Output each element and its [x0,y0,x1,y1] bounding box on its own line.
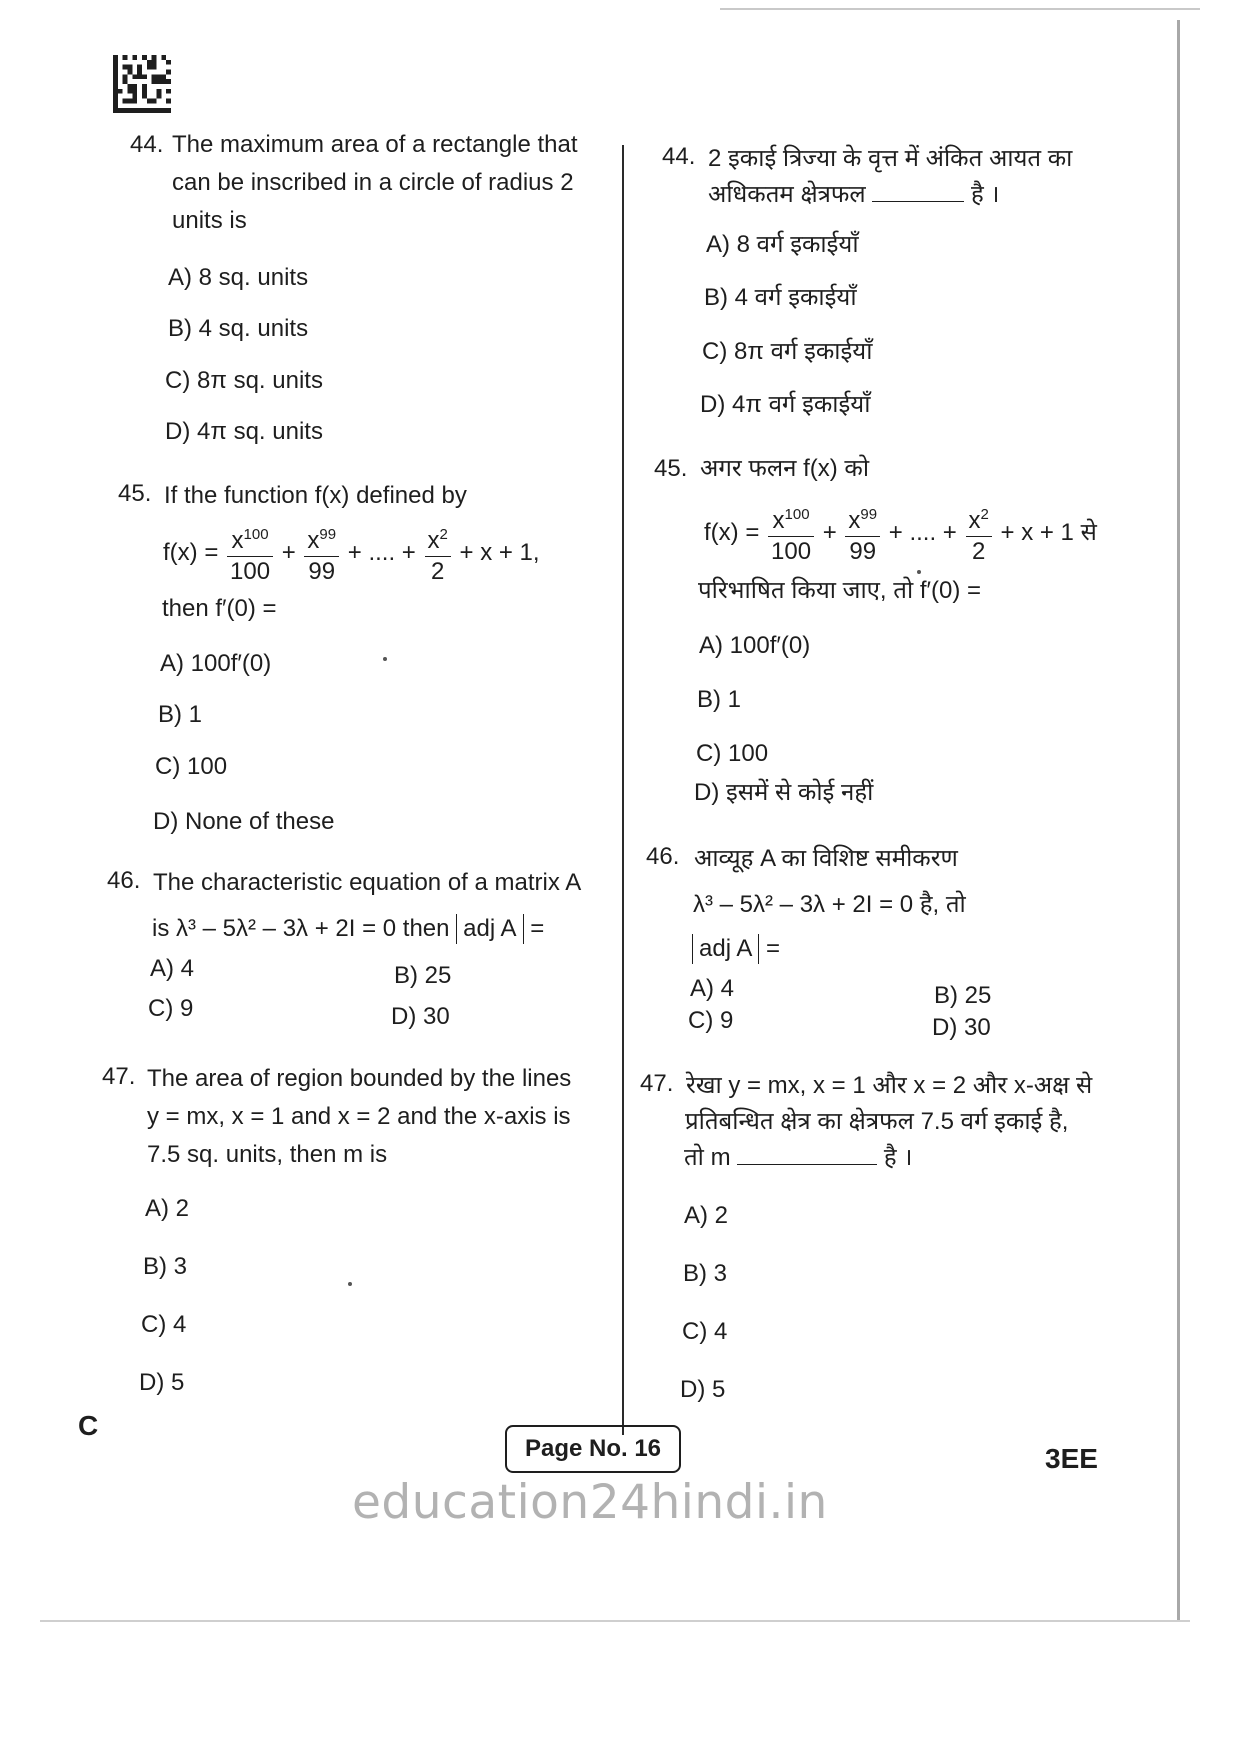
qr-code-icon [113,55,171,113]
option-b[interactable]: B) 4 वर्ग इकाईयाँ [704,284,857,311]
option-d[interactable]: D) 30 [932,1014,991,1041]
fraction-term: $\frac{x^{100}}{100}$ [227,520,273,587]
question-number: 44. [662,143,696,170]
fraction-term: $\frac{x^2}{2}$ [966,500,992,567]
watermark: education24hindi.in [352,1475,828,1530]
option-b[interactable]: B) 1 [697,686,742,713]
question-tail: then f′(0) = [162,595,277,622]
option-d[interactable]: D) 4π sq. units [165,418,323,445]
fraction-term: $\frac{x^{100}}{100}$ [768,500,814,567]
question-text: If the function f(x) defined by [164,482,467,509]
question-text-line2: अधिकतम क्षेत्रफल है । [708,181,1000,208]
scan-speck [348,1282,352,1286]
option-a[interactable]: A) 100f′(0) [160,650,272,677]
page-number-box: Page No. 16 [505,1425,681,1473]
option-c[interactable]: C) 100 [696,740,769,767]
scan-edge-top [720,8,1200,10]
formula-dots: + .... + [347,538,416,566]
column-divider [622,145,624,1435]
question-text: रेखा y = mx, x = 1 और x = 2 और x-अक्ष से [686,1072,1093,1099]
option-c[interactable]: C) 4 [141,1311,187,1338]
question-text: 2 इकाई त्रिज्या के वृत्त में अंकित आयत का [708,145,1073,172]
fraction-term: $\frac{x^{99}}{99}$ [304,520,339,587]
question-text-line2: प्रतिबन्धित क्षेत्र का क्षेत्रफल 7.5 वर्ग इकाई है, [685,1108,1069,1135]
option-a[interactable]: A) 4 [150,955,195,982]
formula-lhs: f(x) = [704,518,760,546]
question-text: अगर फलन f(x) को [700,455,870,482]
fraction-term: $\frac{x^2}{2}$ [425,520,451,587]
option-b[interactable]: B) 3 [143,1253,188,1280]
question-text-line3: तो m है । [684,1144,913,1171]
scan-edge-right [1177,20,1180,1620]
option-b[interactable]: B) 3 [683,1260,728,1287]
question-number: 45. [118,480,152,507]
footer-series-letter: C [78,1410,99,1441]
answer-blank [737,1142,877,1165]
answer-blank [872,179,964,202]
scan-edge-bottom [40,1620,1190,1622]
function-formula: f(x) = $\frac{x^{100}}{100}$ + $\frac{x^{99}}{99}$ + .... + $\frac{x^2}{2}$ + x + 1 से [704,500,1097,567]
characteristic-equation: λ³ – 5λ² – 3λ + 2I = 0 है, तो [693,891,966,918]
option-d[interactable]: D) 30 [391,1003,450,1030]
booklet-code: 3EE [1045,1443,1098,1474]
option-b[interactable]: B) 25 [934,982,992,1009]
determinant-adj-a: adj A [692,934,759,964]
option-c[interactable]: C) 9 [688,1007,734,1034]
function-formula: f(x) = $\frac{x^{100}}{100}$ + $\frac{x^{99}}{99}$ + .... + $\frac{x^2}{2}$ + x + 1, [163,520,540,587]
fraction-term: $\frac{x^{99}}{99}$ [845,500,880,567]
scan-speck [383,657,387,661]
determinant-adj-a: adj A [456,914,523,944]
formula-dots: + .... + [888,518,957,546]
option-d[interactable]: D) None of these [153,808,335,835]
question-number: 47. [102,1063,136,1090]
question-text: The maximum area of a rectangle that can be inscribed in a circle of radius 2 units is [172,131,578,234]
question-text: The characteristic equation of a matrix A [153,869,582,896]
option-a[interactable]: A) 4 [690,975,735,1002]
question-tail: adj A = [692,930,780,968]
option-a[interactable]: A) 100f′(0) [699,632,811,659]
question-number: 46. [107,867,141,894]
scan-speck [917,570,921,574]
option-a[interactable]: A) 8 वर्ग इकाईयाँ [706,231,859,258]
question-number: 47. [640,1070,674,1097]
option-b[interactable]: B) 1 [158,701,203,728]
option-a[interactable]: A) 8 sq. units [168,264,309,291]
formula-tail: + x + 1 से [1000,518,1097,546]
option-c[interactable]: C) 9 [148,995,194,1022]
formula-lhs: f(x) = [163,538,219,566]
option-b[interactable]: B) 4 sq. units [168,315,309,342]
option-d[interactable]: D) 5 [680,1376,726,1403]
option-b[interactable]: B) 25 [394,962,452,989]
option-d[interactable]: D) इसमें से कोई नहीं [694,779,874,806]
option-c[interactable]: C) 8π sq. units [165,367,323,394]
question-text: The area of region bounded by the lines y = mx, x = 1 and x = 2 and the x-axis is 7.5 sq. units, then m is [147,1065,572,1168]
question-text: आव्यूह A का विशिष्ट समीकरण [694,845,958,872]
question-number: 46. [646,843,680,870]
question-number: 45. [654,455,688,482]
characteristic-equation: is λ³ – 5λ² – 3λ + 2I = 0 then adj A = [152,915,545,942]
formula-tail: + x + 1, [459,538,540,566]
option-d[interactable]: D) 4π वर्ग इकाईयाँ [700,391,871,418]
option-c[interactable]: C) 4 [682,1318,728,1345]
option-c[interactable]: C) 100 [155,753,228,780]
question-tail: परिभाषित किया जाए, तो f′(0) = [698,577,982,604]
option-c[interactable]: C) 8π वर्ग इकाईयाँ [702,338,873,365]
option-a[interactable]: A) 2 [684,1202,729,1229]
option-d[interactable]: D) 5 [139,1369,185,1396]
option-a[interactable]: A) 2 [145,1195,190,1222]
question-number: 44. [130,131,164,158]
